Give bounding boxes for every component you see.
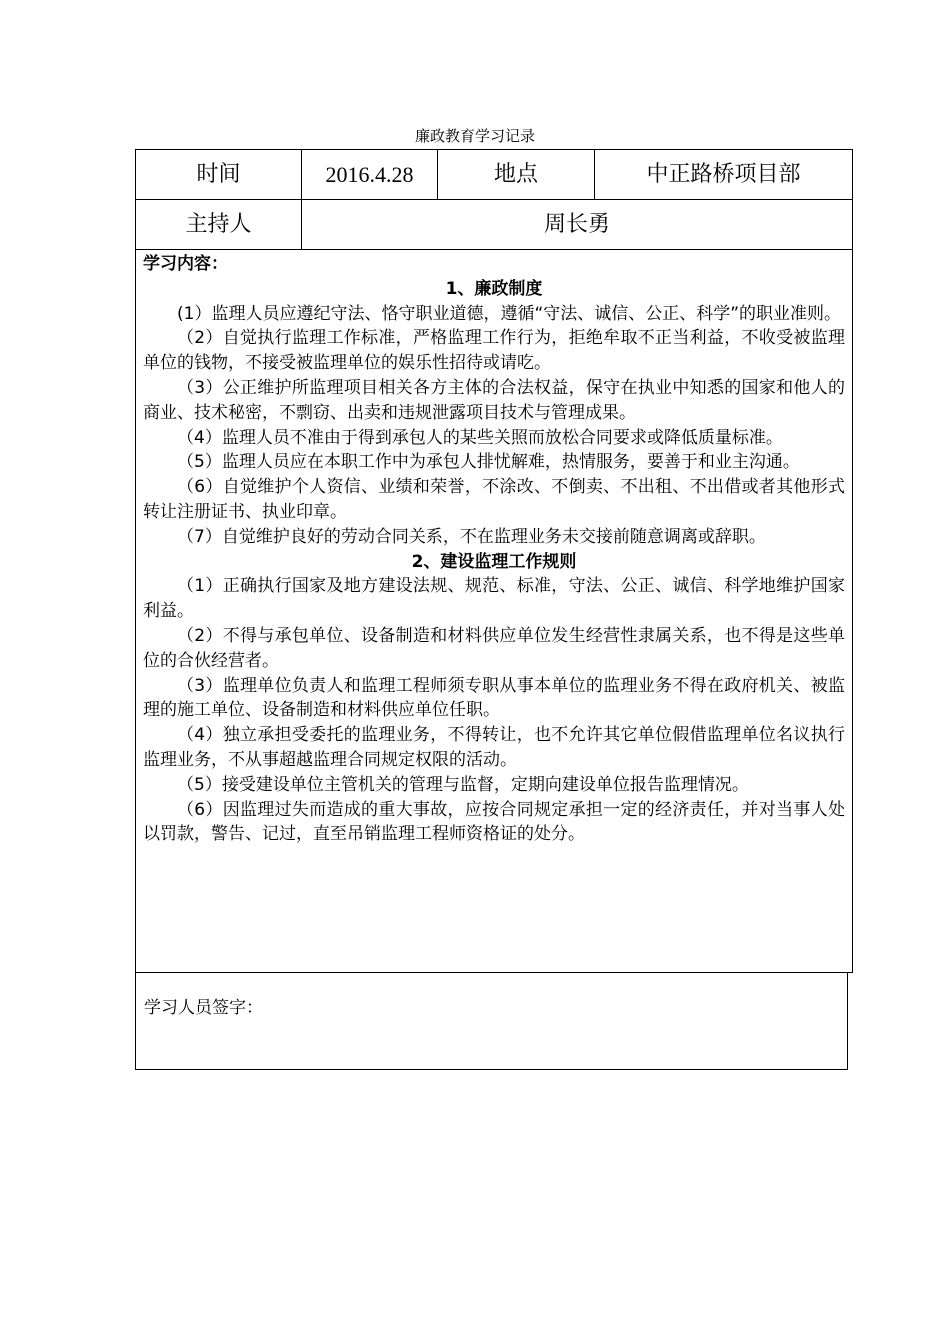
place-label: 地点	[493, 161, 538, 187]
list-item: （5）监理人员应在本职工作中为承包人排忧解难，热情服务，要善于和业主沟通。	[177, 452, 800, 473]
signature-box	[135, 972, 848, 1070]
list-item: （6）因监理过失而造成的重大事故，应按合同规定承担一定的经济责任，并对当事人处以罚款，警告、记过，直至吊销监理工程师资格证的处分。	[143, 799, 845, 845]
list-item: （4）独立承担受委托的监理业务，不得转让，也不允许其它单位假借监理单位名议执行监理业务，不从事超越监理合同规定权限的活动。	[143, 725, 845, 770]
study-content	[143, 252, 845, 847]
list-item: （3）公正维护所监理项目相关各方主体的合法权益，保守在执业中知悉的国家和他人的商业、技术秘密，不剽窃、出卖和违规泄露项目技术与管理成果。	[143, 377, 845, 423]
section-heading: 1、廉政制度	[445, 278, 543, 299]
time-label: 时间	[196, 161, 241, 187]
list-item: （3）监理单位负责人和监理工程师须专职从事本单位的监理业务不得在政府机关、被监理的施工单位、设备制造和材料供应单位任职。	[143, 675, 845, 721]
signature-label: 学习人员签字：	[144, 998, 263, 1018]
host-label: 主持人	[185, 211, 252, 237]
list-item: （5）接受建设单位主管机关的管理与监督，定期向建设单位报告监理情况。	[177, 774, 749, 795]
host-value: 周长勇	[543, 211, 610, 237]
time-value: 2016.4.28	[325, 161, 414, 187]
list-item: （2）不得与承包单位、设备制造和材料供应单位发生经营性隶属关系，也不得是这些单位的合伙经营者。	[143, 625, 845, 671]
list-item: （1）正确执行国家及地方建设法规、规范、标准，守法、公正、诚信、科学地维护国家利益。	[143, 576, 845, 622]
document-title: 廉政教育学习记录	[414, 127, 535, 145]
list-item: (1）监理人员应遵纪守法、恪守职业道德，遵循“守法、诚信、公正、科学”的职业准则。	[177, 303, 842, 324]
study-content-label: 学习内容：	[143, 254, 228, 274]
place-value: 中正路桥项目部	[646, 161, 801, 187]
list-item: （7）自觉维护良好的劳动合同关系，不在监理业务未交接前随意调离或辞职。	[177, 526, 766, 547]
list-item: （6）自觉维护个人资信、业绩和荣誉，不涂改、不倒卖、不出租、不出借或者其他形式转让注册证书、执业印章。	[143, 477, 845, 522]
section-heading: 2、建设监理工作规则	[411, 551, 577, 572]
list-item: （4）监理人员不准由于得到承包人的某些关照而放松合同要求或降低质量标准。	[177, 427, 783, 448]
row-divider-2	[135, 249, 853, 250]
list-item: （2）自觉执行监理工作标准，严格监理工作行为，拒绝牟取不正当利益，不收受被监理单位的钱物，不接受被监理单位的娱乐性招待或请吃。	[143, 328, 845, 374]
